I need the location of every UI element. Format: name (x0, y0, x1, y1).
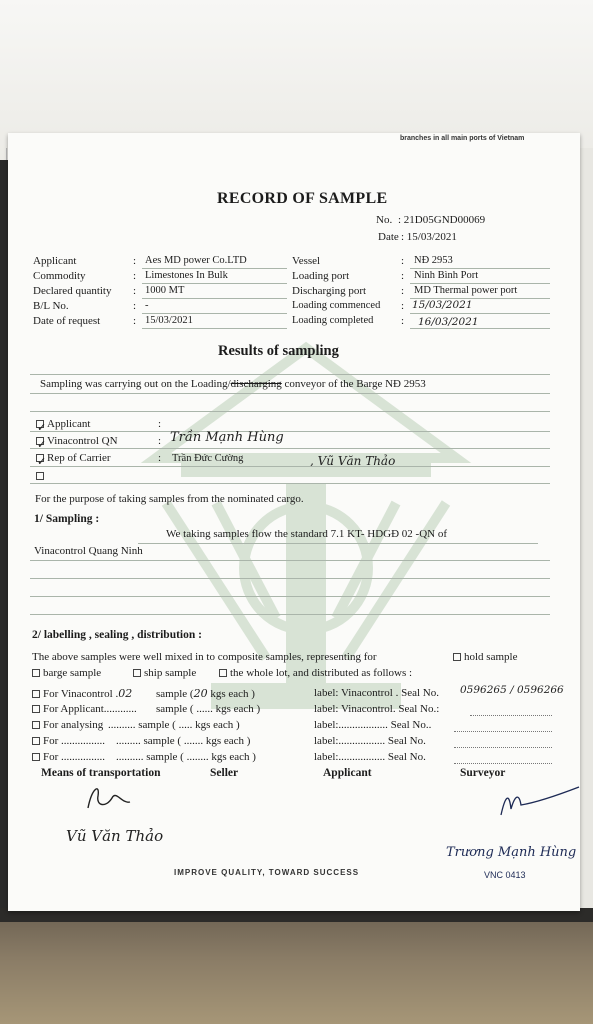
sampling-section-title: 1/ Sampling : (34, 513, 100, 525)
record-of-sample-sheet: branches in all main ports of Vietnam RECORD OF SAMPLE No. : 21D05GND00069 Date : 15/03/2021 Applicant Commodity Declared quantity B/L No. Date of request : : : : : Aes MD power Co.LTD Limestones In Bulk 1000 MT - 15/03/2021 Vessel Loading port Discharging port Loading commenced Loading completed : : : : : NĐ 2953 Ninh Bình Port MD Thermal power port 15/03/2021 16/03/2021 Results of sampling Sampling was carrying out on the Loading/discharging conveyor of the Barge NĐ 2953 ✓Applicant : ✓Vinacontrol QN : Trần Mạnh Hùng ✓Rep of Carrier : Trần Đức Cường , Vũ Văn Thảo For the purpose of taking samples from the nominated cargo. 1/ Sampling : We taking samples flow the standard 7.1 KT- HDGĐ 02 -QN of Vinacontrol Quang Ninh 2/ labelling , sealing , distribution : The above samples were well mixed in to composite samples, representing for hold sample barge sample ship sample the whole lot, and distributed as follows : For Vinacontrol .02 sample (20 kgs each ) label: Vinacontrol . Seal No. 0596265 / 0596266 For Applicant............ sample ( ...... kgs each ) label: Vinacontrol. Seal No.: For analysing .......... sample ( ..... kgs each ) label:.................. Seal No.. For ................ ......... sample ( ....... kgs each ) label:................. Seal No. For ................ .......... sample ( ........ kgs each ) label:................. Seal No. Means of transportation Seller Applicant Surveyor Vũ Văn Thảo Trương Mạnh Hùng VNC 0413 IMPROVE QUALITY, TOWARD SUCCESS (8, 133, 580, 911)
hold-sample-option[interactable]: hold sample (453, 651, 517, 663)
field-label-date-of-request: Date of request (33, 315, 101, 327)
transport-signature-mark (78, 778, 158, 818)
field-label-commodity: Commodity (33, 270, 86, 282)
labelling-section-title: 2/ labelling , sealing , distribution : (32, 629, 202, 641)
field-label-loading-port: Loading port (292, 270, 350, 282)
seal-numbers: 0596265 / 0596266 (460, 684, 564, 696)
surveyor-signature-mark (493, 783, 583, 823)
applicant-signature-heading: Applicant (323, 767, 372, 779)
attendee-carrier: ✓Rep of Carrier (37, 452, 111, 469)
field-value-bl-no: - (145, 300, 149, 311)
field-value-vessel: NĐ 2953 (414, 255, 453, 266)
empty-checkbox[interactable] (36, 472, 44, 480)
record-number-label: No. (376, 214, 393, 226)
distribution-row: For Applicant............ (32, 703, 137, 715)
field-value-commodity: Limestones In Bulk (145, 270, 228, 281)
document-title: RECORD OF SAMPLE (217, 190, 388, 207)
carrier-rep-extra: , Vũ Văn Thảo (310, 454, 396, 468)
purpose-text: For the purpose of taking samples from the nominated cargo. (35, 493, 304, 505)
transport-signature-name: Vũ Văn Thảo (66, 827, 164, 845)
field-value-loading-commenced: 15/03/2021 (412, 299, 473, 311)
field-label-bl-no: B/L No. (33, 300, 69, 312)
carrier-rep-name: Trần Đức Cường (172, 453, 244, 464)
surveyor-signature-heading: Surveyor (460, 767, 506, 779)
branches-note: branches in all main ports of Vietnam (400, 135, 525, 142)
field-label-discharging-port: Discharging port (292, 285, 367, 297)
table-surface (0, 915, 593, 1024)
field-label-declared-quantity: Declared quantity (33, 285, 112, 297)
surveyor-code: VNC 0413 (484, 870, 526, 880)
field-value-loading-port: Ninh Bình Port (414, 270, 479, 281)
field-label-vessel: Vessel (292, 255, 321, 267)
field-label-loading-commenced: Loading commenced (292, 300, 381, 311)
surveyor-signature-name: Trương Mạnh Hùng (446, 845, 577, 860)
record-date-value: : 15/03/2021 (401, 231, 457, 243)
field-value-loading-completed: 16/03/2021 (418, 316, 479, 328)
seller-signature-heading: Seller (210, 767, 239, 779)
results-heading: Results of sampling (218, 343, 339, 359)
record-date-label: Date (378, 231, 399, 243)
sampling-standard-line1: We taking samples flow the standard 7.1 KT- HDGĐ 02 -QN of (166, 528, 447, 540)
field-value-declared-quantity: 1000 MT (145, 285, 185, 296)
field-value-date-of-request: 15/03/2021 (145, 315, 193, 326)
record-number-value: : 21D05GND00069 (398, 214, 486, 226)
barge-sample-option[interactable]: barge sample (32, 667, 101, 679)
field-value-discharging-port: MD Thermal power port (414, 285, 518, 296)
attendee-vinacontrol: ✓Vinacontrol QN (37, 435, 118, 452)
field-value-applicant: Aes MD power Co.LTD (145, 255, 247, 266)
field-label-applicant: Applicant (33, 255, 77, 267)
ship-sample-option[interactable]: ship sample (133, 667, 196, 679)
transport-signature-heading: Means of transportation (41, 767, 161, 779)
sampling-location-text: Sampling was carrying out on the Loading/discharging conveyor of the Barge NĐ 2953 (40, 378, 426, 390)
carrier-checkbox[interactable]: ✓ (37, 456, 47, 469)
applicant-checkbox[interactable]: ✓ (37, 422, 47, 435)
whole-lot-option[interactable]: the whole lot, and distributed as follows : (219, 667, 412, 679)
composite-samples-text: The above samples were well mixed in to composite samples, representing for (32, 651, 377, 663)
distribution-row: For Vinacontrol .02 (32, 687, 132, 700)
field-label-loading-completed: Loading completed (292, 315, 374, 326)
company-slogan: IMPROVE QUALITY, TOWARD SUCCESS (174, 868, 360, 877)
vinacontrol-checkbox[interactable]: ✓ (37, 439, 47, 452)
attendee-applicant: ✓Applicant (37, 418, 91, 435)
vinacontrol-inspector-signature: Trần Mạnh Hùng (170, 430, 284, 445)
distribution-row: For analysing (32, 719, 103, 731)
distribution-row: For ................ (32, 751, 105, 763)
sampling-standard-line2: Vinacontrol Quang Ninh (34, 545, 143, 557)
distribution-row: For ................ (32, 735, 105, 747)
